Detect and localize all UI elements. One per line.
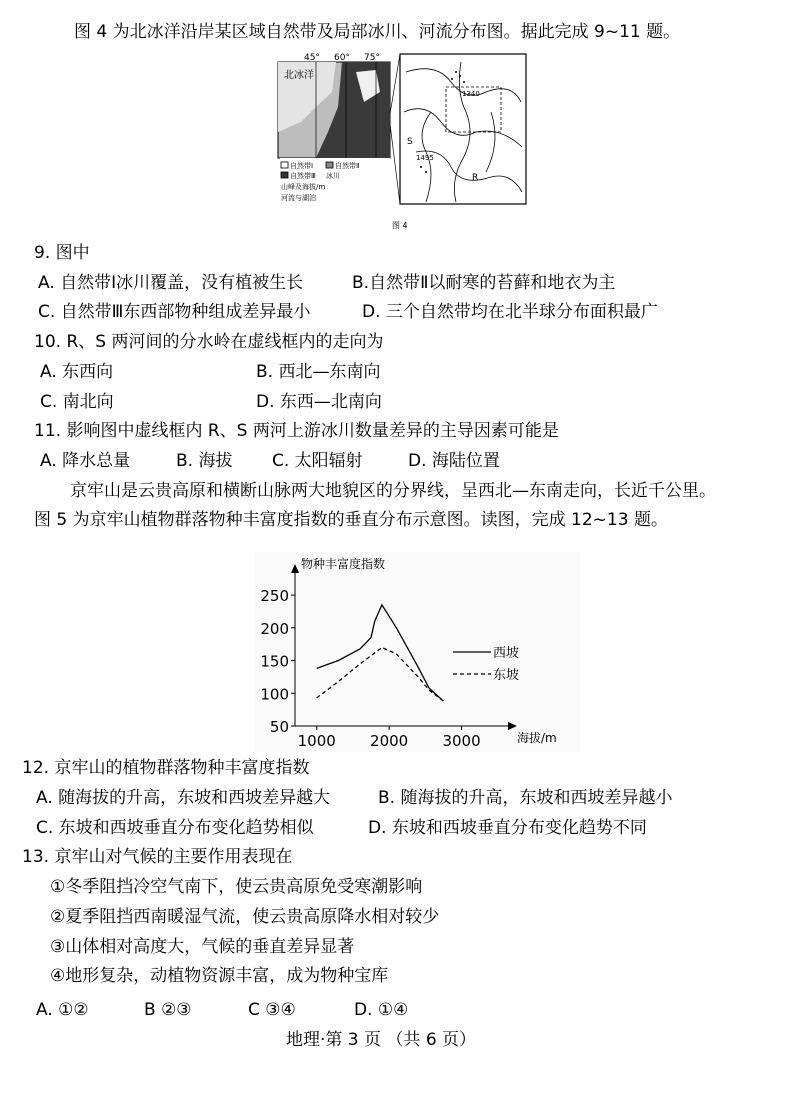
legend-river: 河流与湖泊 xyxy=(281,194,316,202)
figure-5-chart xyxy=(255,552,580,752)
q12-option-d: D. 东坡和西坡垂直分布变化趋势不同 xyxy=(368,818,647,838)
page-footer: 地理·第 3 页 （共 6 页） xyxy=(286,1030,477,1050)
q10-stem: 10. R、S 两河间的分水岭在虚线框内的走向为 xyxy=(34,332,384,352)
x-tick-label: 2000 xyxy=(370,732,409,750)
q13-option-d: D. ①④ xyxy=(354,1000,409,1020)
figure-4-caption: 图 4 xyxy=(392,221,408,230)
q11-option-c: C. 太阳辐射 xyxy=(272,451,363,471)
q13-option-c: C ③④ xyxy=(248,1000,296,1020)
q9-option-d: D. 三个自然带均在北半球分布面积最广 xyxy=(362,302,658,322)
legend-zone-1: 自然带Ⅰ xyxy=(290,162,314,170)
passage-line-2: 图 5 为京牢山植物群落物种丰富度指数的垂直分布示意图。读图，完成 12~13 题。 xyxy=(34,510,668,530)
q10-option-a: A. 东西向 xyxy=(40,362,114,382)
legend-zone-2: 自然带Ⅱ xyxy=(335,162,360,170)
q11-option-d: D. 海陆位置 xyxy=(408,451,500,471)
q13-statement-2: ②夏季阻挡西南暖湿气流，使云贵高原降水相对较少 xyxy=(50,907,440,927)
peak-elevation: 1495 xyxy=(416,154,434,162)
legend-label: 西坡 xyxy=(493,646,520,661)
q11-stem: 11. 影响图中虚线框内 R、S 两河上游冰川数量差异的主导因素可能是 xyxy=(34,421,559,441)
q9-option-b: B.自然带Ⅱ以耐寒的苔藓和地衣为主 xyxy=(352,273,616,293)
q10-option-c: C. 南北向 xyxy=(40,392,114,412)
y-tick-label: 50 xyxy=(269,718,289,736)
q12-option-c: C. 东坡和西坡垂直分布变化趋势相似 xyxy=(36,818,314,838)
lon-label: 75° xyxy=(364,53,380,63)
q12-option-b: B. 随海拔的升高，东坡和西坡差异越小 xyxy=(378,788,673,808)
river-label-s: S xyxy=(407,137,413,147)
passage-line-1: 京牢山是云贵高原和横断山脉两大地貌区的分界线，呈西北—东南走向，长近千公里。 xyxy=(70,481,716,501)
y-tick-label: 250 xyxy=(260,587,289,606)
q13-option-a: A. ①② xyxy=(36,1000,89,1020)
q13-option-b: B ②③ xyxy=(144,1000,192,1020)
x-axis-title: 海拔/m xyxy=(517,731,557,745)
legend-glacier: 冰川 xyxy=(326,172,340,180)
q11-option-a: A. 降水总量 xyxy=(40,451,131,471)
y-tick-label: 100 xyxy=(260,685,289,704)
y-tick-label: 200 xyxy=(260,619,289,638)
q9-option-c: C. 自然带Ⅲ东西部物种组成差异最小 xyxy=(38,302,311,322)
q9-option-a: A. 自然带Ⅰ冰川覆盖，没有植被生长 xyxy=(38,273,304,293)
q13-statement-4: ④地形复杂，动植物资源丰富，成为物种宝库 xyxy=(50,966,389,986)
x-tick-label: 3000 xyxy=(442,732,481,750)
lon-label: 45° xyxy=(304,53,320,63)
q11-option-b: B. 海拔 xyxy=(176,451,233,471)
q10-option-d: D. 东西—北南向 xyxy=(256,392,382,412)
q12-stem: 12. 京牢山的植物群落物种丰富度指数 xyxy=(22,758,310,778)
x-tick-label: 1000 xyxy=(297,732,336,750)
legend-zone-3: 自然带Ⅲ xyxy=(290,172,316,180)
q9-stem: 9. 图中 xyxy=(34,243,90,263)
legend-peak: 山峰及海拔/m xyxy=(281,183,326,191)
y-axis-title: 物种丰富度指数 xyxy=(301,557,386,571)
river-label-r: R xyxy=(472,173,479,183)
figure-4-map xyxy=(276,52,528,234)
sea-label: 北冰洋 xyxy=(284,70,314,81)
q10-option-b: B. 西北—东南向 xyxy=(256,362,381,382)
y-tick-label: 150 xyxy=(260,652,289,671)
peak-elevation: 1340 xyxy=(462,90,480,98)
q13-statement-3: ③山体相对高度大，气候的垂直差异显著 xyxy=(50,937,355,957)
q13-statement-1: ①冬季阻挡冷空气南下，使云贵高原免受寒潮影响 xyxy=(50,877,423,897)
q13-stem: 13. 京牢山对气候的主要作用表现在 xyxy=(22,847,293,867)
lon-label: 60° xyxy=(334,53,350,63)
legend-label: 东坡 xyxy=(493,668,520,683)
intro-text: 图 4 为北冰洋沿岸某区域自然带及局部冰川、河流分布图。据此完成 9~11 题。 xyxy=(74,22,681,42)
q12-option-a: A. 随海拔的升高，东坡和西坡差异越大 xyxy=(36,788,331,808)
